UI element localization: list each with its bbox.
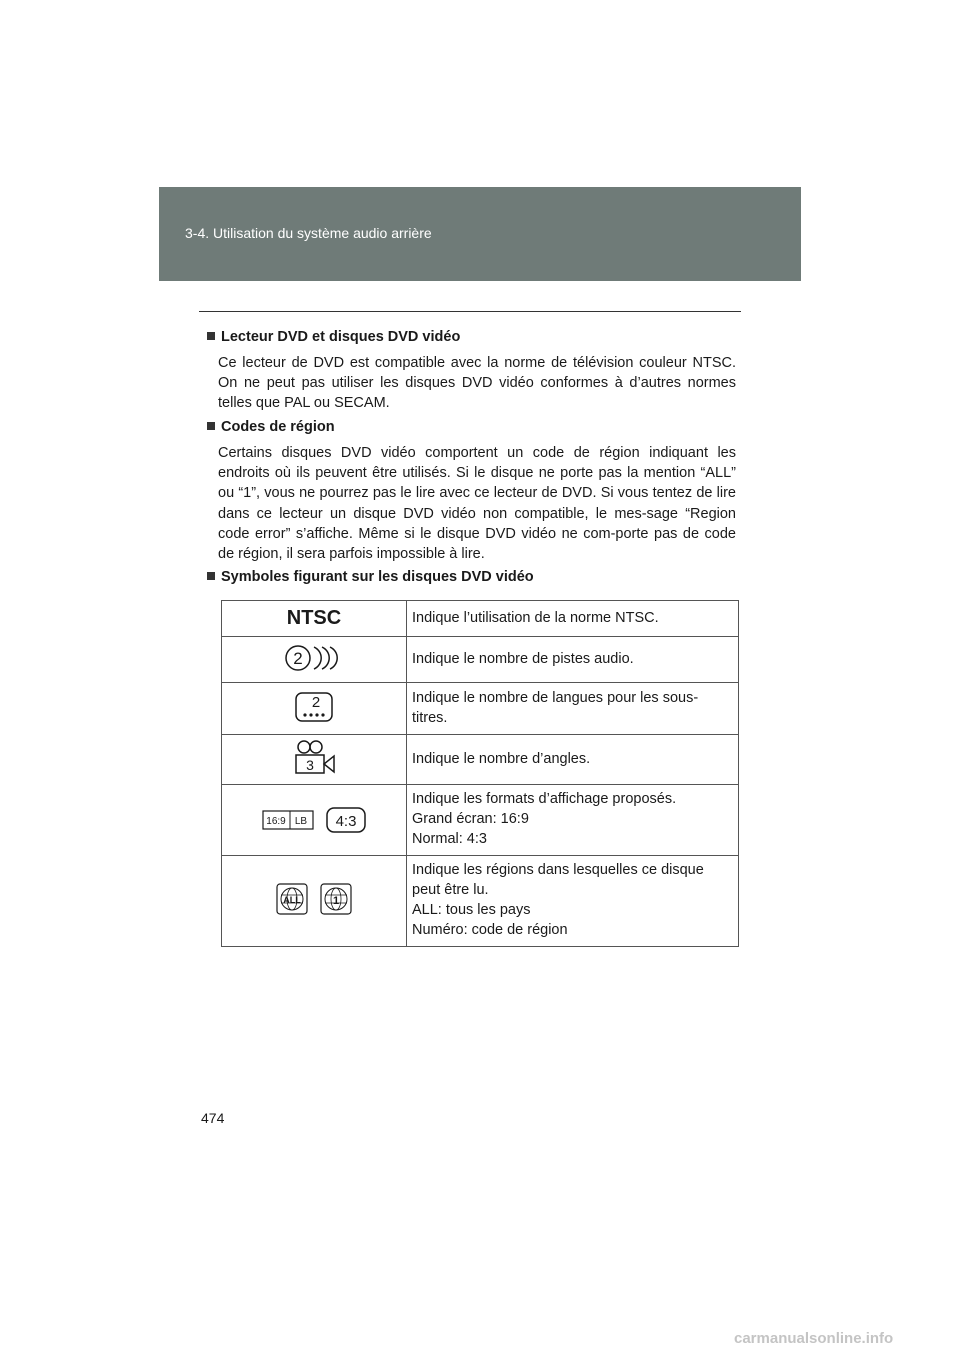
table-row: 3 Indique le nombre d’angles. — [222, 735, 739, 785]
svg-text:1: 1 — [332, 895, 340, 907]
audio-tracks-icon — [284, 642, 344, 674]
svg-text:2: 2 — [293, 648, 303, 668]
chapter-header-band — [159, 187, 801, 281]
symbols-table — [221, 600, 739, 947]
svg-text:ALL: ALL — [283, 895, 301, 905]
header-rule — [199, 311, 741, 312]
svg-text:16:9: 16:9 — [266, 815, 286, 827]
chapter-title: 3-4. Utilisation du système audio arrière — [185, 225, 432, 241]
section-heading-dvd: Lecteur DVD et disques DVD vidéo — [207, 329, 460, 345]
watermark-site: carmanualsonline.info — [734, 1330, 894, 1347]
svg-text:2: 2 — [311, 693, 321, 711]
region-all-globe-icon — [276, 883, 308, 915]
table-row: 2 Indique le nombre de pistes audio. — [222, 637, 739, 683]
table-row: NTSC Indique l’utilisation de la norme NTSC. — [222, 601, 739, 637]
table-row: ALL 1 Indique les régions dans lesquelles ce disque peut être lu. ALL: tous les pays Numéro: code de région — [222, 856, 739, 947]
table-row: 2 Indique le nombre de langues pour les sous- titres. — [222, 683, 739, 735]
square-bullet-icon — [207, 572, 215, 580]
camera-angles-icon — [289, 739, 339, 777]
section-body-region: Certains disques DVD vidéo comportent un code de région indiquant les endroits où ils peuvent être utilisés. Si le disque ne porte pas la mention “ALL” ou “1”, vous ne pourrez pas le lire avec ce lecteur de DVD. Si vous tentez de lire dans ce lecteur un disque DVD vidéo non compatible, le mes-sage “Region code error” s’affiche. Même si le disque DVD vidéo ne com-porte pas de code de région, il sera parfois impossible à lire. — [218, 445, 736, 563]
section-body-dvd: Ce lecteur de DVD est compatible avec la norme de télévision couleur NTSC. On ne peut pas utiliser les disques DVD vidéo conformes à d’autres normes telles que PAL ou SECAM. — [218, 355, 736, 412]
ntsc-icon — [284, 605, 344, 629]
aspect-ratio-normal-icon — [326, 806, 366, 834]
page-number: 474 — [201, 1110, 225, 1126]
section-heading-symbols: Symboles figurant sur les disques DVD vidéo — [207, 569, 534, 585]
svg-text:LB: LB — [294, 815, 308, 827]
square-bullet-icon — [207, 422, 215, 430]
table-row: 16:9 LB 4:3 Indique les formats d’affichage proposés. Grand écran: 16:9 Normal: 4:3 — [222, 785, 739, 856]
subtitles-icon — [292, 690, 336, 724]
section-heading-region: Codes de région — [207, 419, 335, 435]
svg-text:3: 3 — [306, 756, 314, 773]
aspect-ratio-widescreen-icon — [262, 809, 314, 831]
svg-text:4:3: 4:3 — [335, 812, 357, 830]
square-bullet-icon — [207, 332, 215, 340]
region-number-globe-icon — [320, 883, 352, 915]
svg-text:NTSC: NTSC — [286, 606, 342, 629]
